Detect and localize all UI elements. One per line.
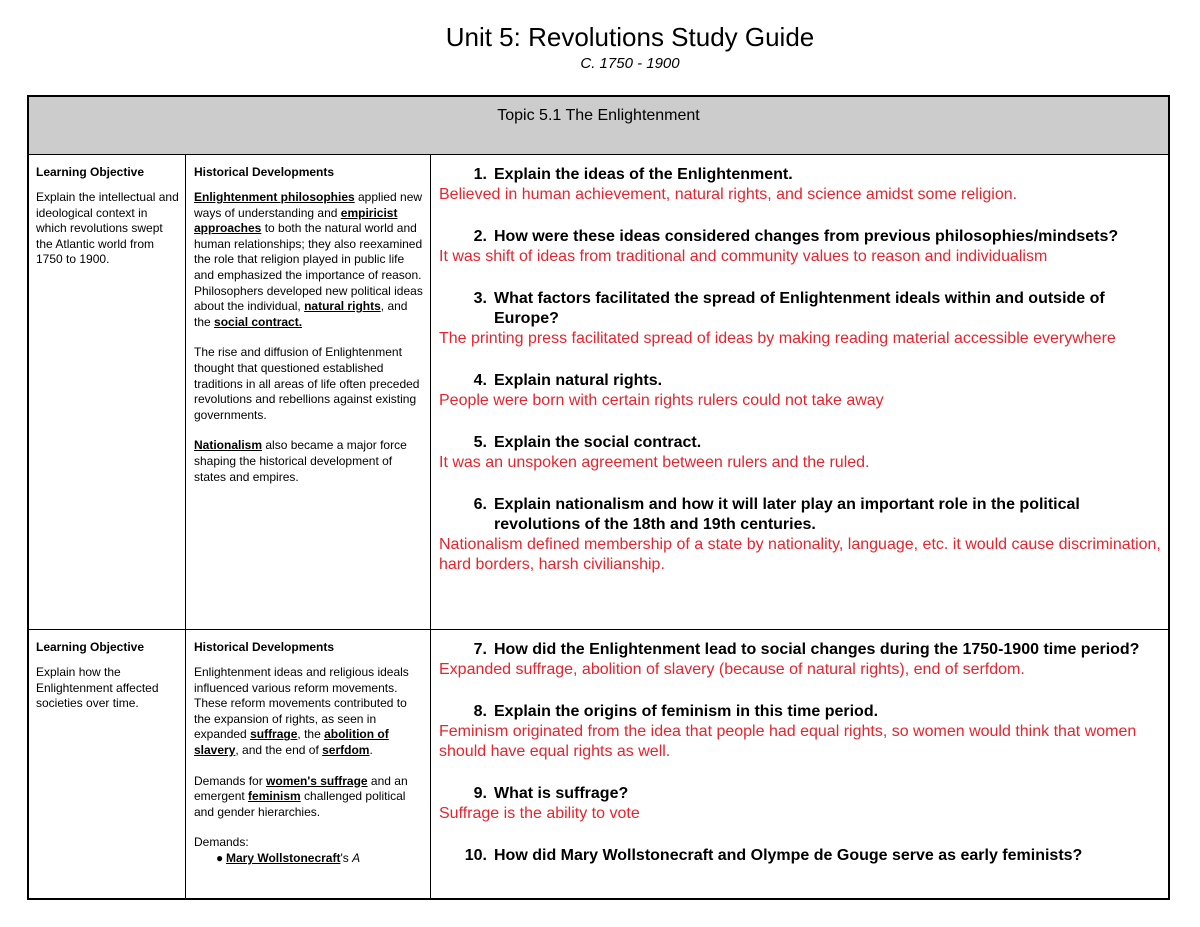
answer: Suffrage is the ability to vote <box>439 805 640 822</box>
historical-developments-cell <box>186 155 431 629</box>
key-term: Nationalism <box>194 438 263 453</box>
topic-header: Topic 5.1 The Enlightenment <box>29 97 1168 155</box>
paragraph <box>194 190 424 330</box>
answer: People were born with certain rights rulers could not take away <box>439 392 884 409</box>
bullet-item <box>194 851 424 867</box>
question-text: Explain the ideas of the Enlightenment. <box>494 166 793 183</box>
learning-objective-heading: Learning Objective <box>36 640 145 654</box>
question-number: 8. <box>473 703 487 720</box>
question <box>439 289 1164 329</box>
learning-objective-text: Explain how the Enlightenment affected societies over time. <box>36 665 159 711</box>
text: applied new ways of understanding and <box>194 190 423 220</box>
question <box>439 227 1164 247</box>
document-subtitle: C. 1750 - 1900 <box>580 55 680 72</box>
answer: Feminism originated from the idea that people had equal rights, so women would think that women should have equal rights as well. <box>439 723 1137 760</box>
text: Enlightenment ideas and religious ideals influenced various reform movements. These reform movements contributed to the expansion of rights, as seen in expanded <box>194 665 409 742</box>
historical-developments-heading: Historical Developments <box>194 165 335 179</box>
question <box>439 495 1164 535</box>
text: . <box>369 742 373 757</box>
question-text: Explain the social contract. <box>494 434 702 451</box>
key-term: women's suffrage <box>266 773 368 788</box>
key-term: serfdom <box>322 742 370 757</box>
paragraph <box>194 774 424 821</box>
question <box>439 702 1164 722</box>
historical-developments-text <box>194 190 424 485</box>
key-term: Mary Wollstonecraft <box>226 850 341 865</box>
question-number: 2. <box>473 228 487 245</box>
bullet-icon: ● <box>216 850 224 865</box>
key-term: social contract. <box>214 314 303 329</box>
key-term: abolition of slavery <box>194 727 389 757</box>
text: and an emergent <box>194 773 408 804</box>
paragraph: Demands: <box>194 835 249 850</box>
answer: Expanded suffrage, abolition of slavery (because of natural rights), end of serfdom. <box>439 661 1025 678</box>
key-term: feminism <box>248 789 301 804</box>
question-text: Explain natural rights. <box>494 372 663 389</box>
key-term: empiricist approaches <box>194 205 398 236</box>
text: Demands for <box>194 773 267 788</box>
key-term: Enlightenment philosophies <box>194 190 355 204</box>
text: challenged political and gender hierarchies. <box>194 789 406 819</box>
question-text: Explain nationalism and how it will later play an important role in the political revolutions of the 18th and 19th centuries. <box>494 496 1080 533</box>
answer: It was an unspoken agreement between rulers and the ruled. <box>439 454 870 471</box>
question-text: How did Mary Wollstonecraft and Olympe de Gouge serve as early feminists? <box>494 847 1083 864</box>
document-title: Unit 5: Revolutions Study Guide <box>445 22 815 52</box>
text: also became a major force shaping the historical development of states and empires. <box>194 438 407 484</box>
question-text: What factors facilitated the spread of Enlightenment ideals within and outside of Europe? <box>494 290 1105 327</box>
paragraph <box>194 438 424 485</box>
paragraph: The rise and diffusion of Enlightenment thought that questioned established traditions in all areas of life often preceded revolutions and rebellions against existing governments. <box>194 345 420 422</box>
answer: Nationalism defined membership of a state by nationality, language, etc. it would cause discrimination, hard borders, harsh civilianship. <box>439 536 1161 573</box>
learning-objective-heading: Learning Objective <box>36 165 145 179</box>
text: , and the <box>194 299 408 329</box>
questions-cell <box>431 155 1170 629</box>
table-row <box>29 155 1168 630</box>
question-number: 6. <box>473 496 487 513</box>
question-number: 1. <box>473 166 487 183</box>
historical-developments-heading: Historical Developments <box>194 640 335 654</box>
key-term: suffrage <box>250 727 298 742</box>
text: A <box>352 850 361 865</box>
question-text: Explain the origins of feminism in this time period. <box>494 703 879 720</box>
paragraph <box>194 665 424 759</box>
learning-objective-cell <box>29 155 186 629</box>
question <box>439 846 1164 866</box>
answer: It was shift of ideas from traditional and community values to reason and individualism <box>439 248 1048 265</box>
question <box>439 165 1164 185</box>
question-number: 7. <box>473 641 487 658</box>
table-row <box>29 630 1168 900</box>
question-number: 5. <box>473 434 487 451</box>
question-text: How did the Enlightenment lead to social changes during the 1750-1900 time period? <box>494 641 1140 658</box>
question-number: 9. <box>473 785 487 802</box>
text: 's <box>340 850 353 865</box>
question-number: 3. <box>473 290 487 307</box>
answer: The printing press facilitated spread of ideas by making reading material accessible everywhere <box>439 330 1116 347</box>
question-text: How were these ideas considered changes from previous philosophies/mindsets? <box>494 228 1119 245</box>
answer: Believed in human achievement, natural rights, and science amidst some religion. <box>439 186 1018 203</box>
question-number: 10. <box>464 847 487 864</box>
text: , and the end of <box>235 742 323 757</box>
historical-developments-text <box>194 665 424 867</box>
question <box>439 640 1164 660</box>
learning-objective-cell <box>29 630 186 900</box>
question-number: 4. <box>473 372 487 389</box>
question <box>439 784 1164 804</box>
question <box>439 433 1164 453</box>
study-guide-table <box>27 95 1170 900</box>
text: to both the natural world and human relationships; they also reexamined the role that religion played in public life and emphasized the importance of reason. Philosophers developed new political ideas about the individual, <box>194 221 423 314</box>
learning-objective-text: Explain the intellectual and ideological context in which revolutions swept the Atlantic world from 1750 to 1900. <box>36 190 179 267</box>
historical-developments-cell <box>186 630 431 900</box>
text: , the <box>297 727 325 742</box>
key-term: natural rights <box>304 299 381 314</box>
question-text: What is suffrage? <box>494 785 629 802</box>
questions-cell <box>431 630 1170 900</box>
question <box>439 371 1164 391</box>
